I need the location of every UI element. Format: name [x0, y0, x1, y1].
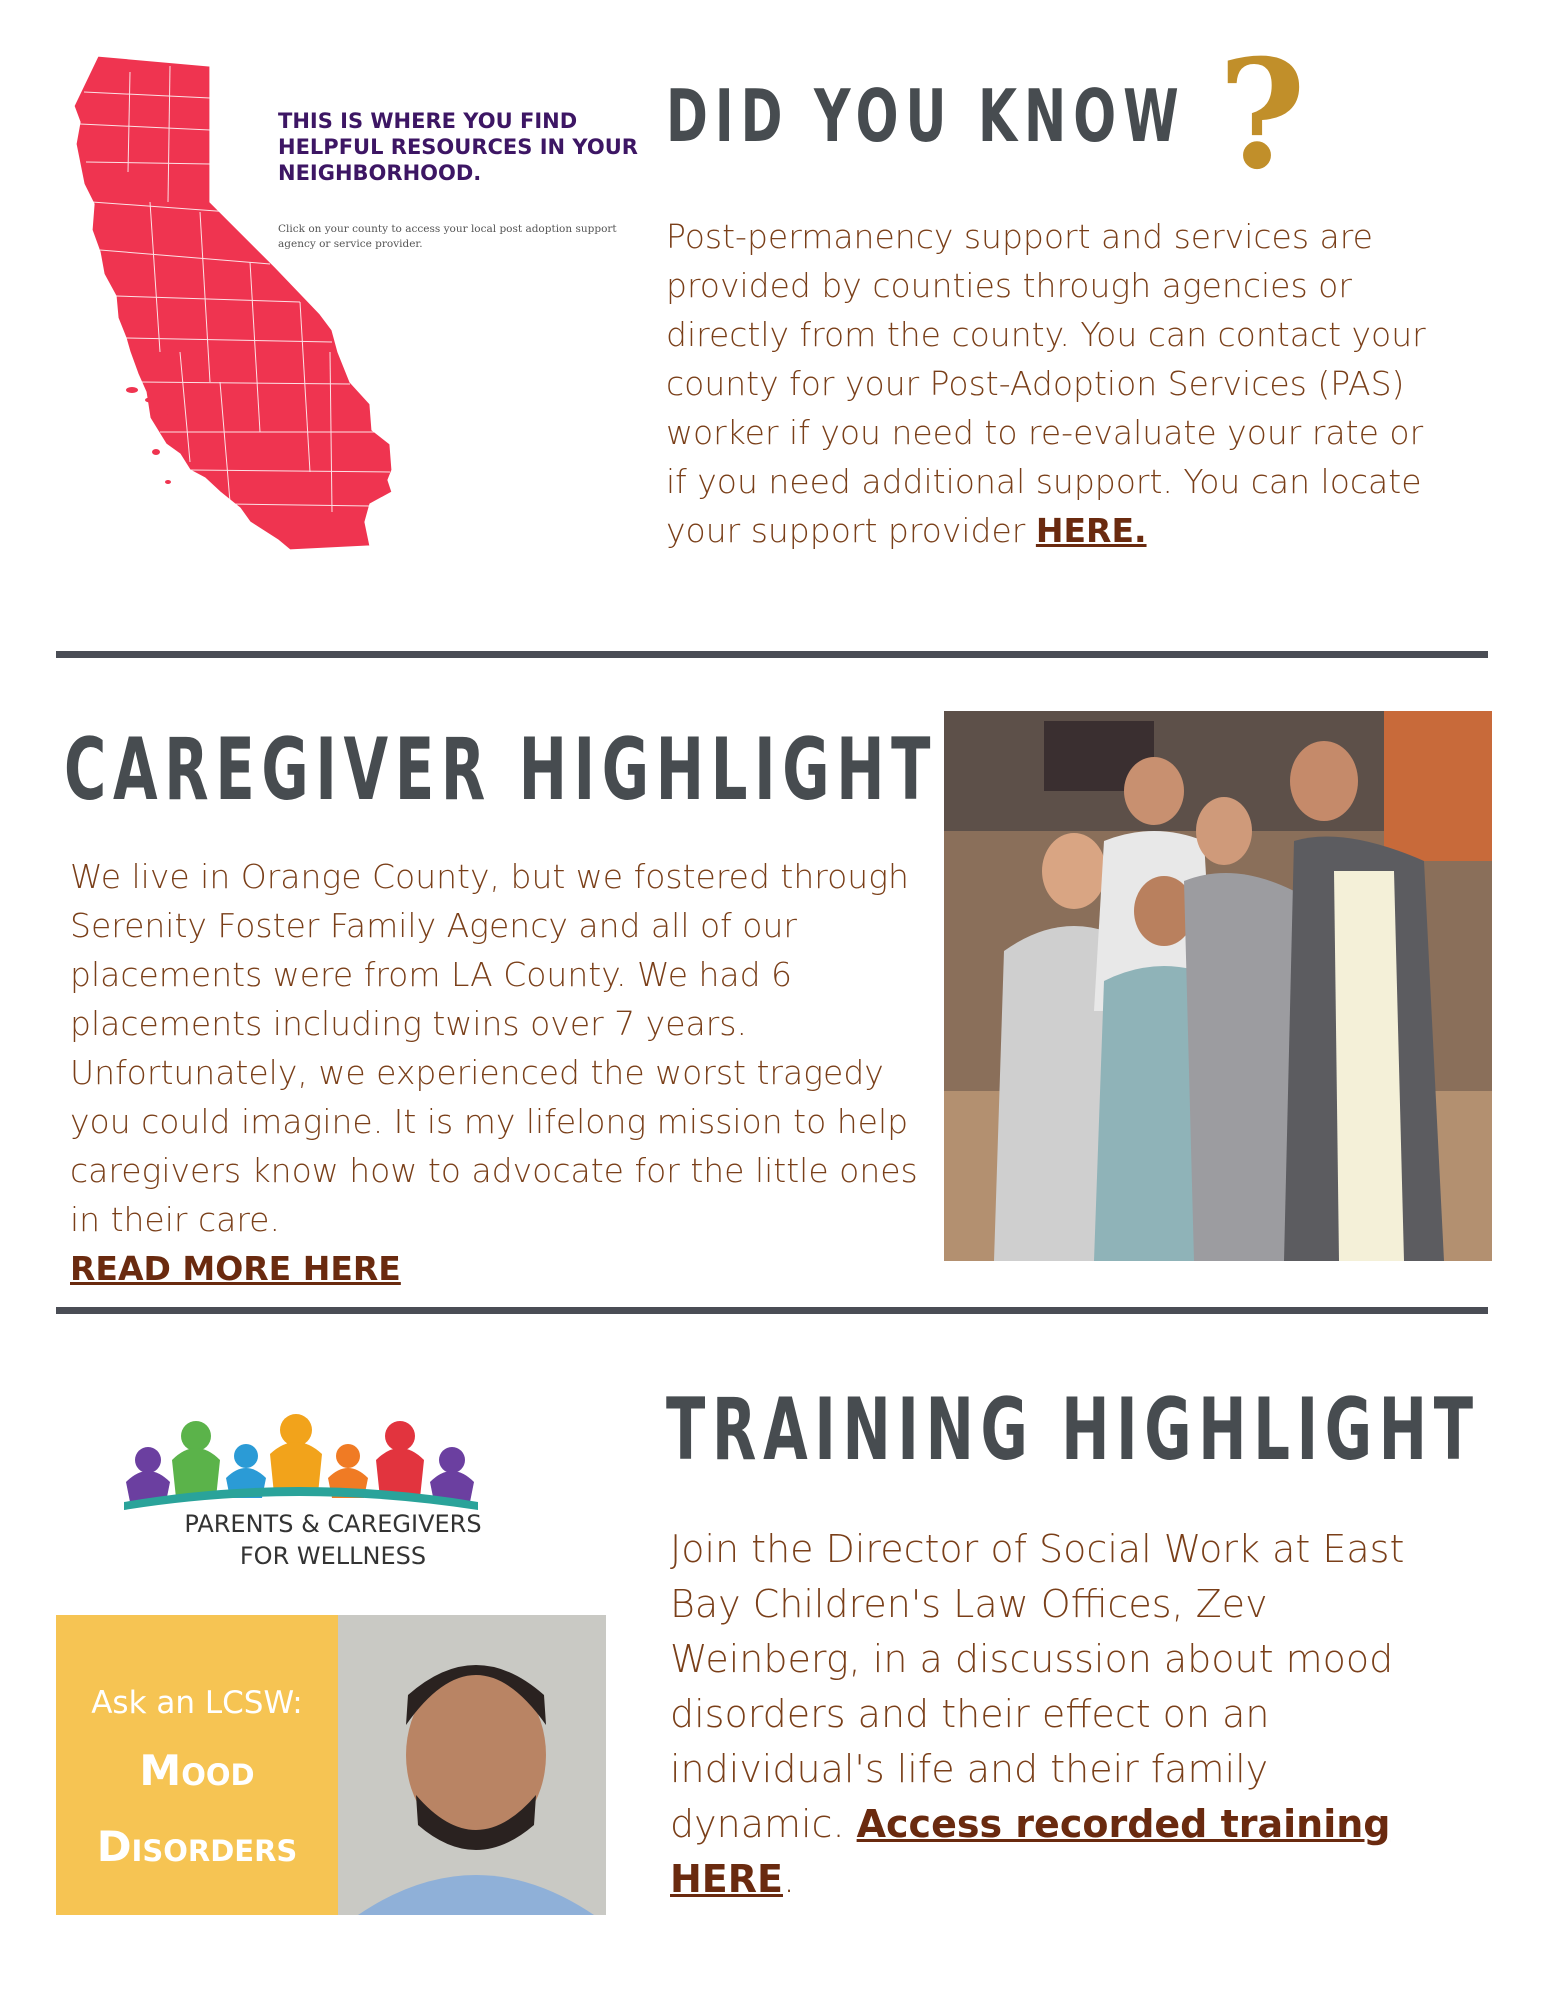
card-topic [56, 1733, 338, 1885]
map-instructions: Click on your county to access your local post adoption support agency or service provider. [278, 223, 617, 250]
section-divider-2 [56, 1307, 1488, 1314]
caregiver-highlight-title: CAREGIVER HIGHLIGHT [64, 720, 938, 820]
logo-text-line1: PARENTS & CAREGIVERS [184, 1510, 482, 1538]
training-tail: . [782, 1857, 796, 1901]
caregiver-highlight-body [70, 852, 920, 1293]
support-provider-link[interactable]: HERE. [1035, 511, 1147, 550]
read-more-link[interactable]: READ MORE HERE [70, 1249, 401, 1288]
people-arch-logo-icon [118, 1402, 548, 1512]
caregiver-story-text: We live in Orange County, but we fostered through Serenity Foster Family Agency and all of our placements were from LA County. We had 6 placements including twins over 7 years. Unfortunately, we experienced the worst tragedy you could imagine. It is my lifelong mission to help caregivers know how to advocate for the little ones in their care. [70, 857, 918, 1239]
lcsw-training-card[interactable] [56, 1615, 606, 1915]
question-mark-icon: ? [1218, 27, 1306, 203]
presenter-photo [338, 1615, 606, 1915]
parents-caregivers-wellness-logo [118, 1402, 548, 1582]
training-highlight-body [670, 1522, 1430, 1907]
recorded-training-link[interactable]: Access recorded training HERE [670, 1802, 1391, 1901]
card-topic-line1: Mood [139, 1746, 255, 1795]
training-description: Join the Director of Social Work at East Bay Children's Law Offices, Zev Weinberg, in a discussion about mood disorders and their effect on an individual's life and their family dynamic. [670, 1527, 1405, 1846]
training-highlight-title: TRAINING HIGHLIGHT [666, 1380, 1480, 1480]
card-ask-text: Ask an LCSW: [91, 1685, 303, 1721]
did-you-know-title: DID YOU KNOW [666, 74, 1186, 158]
card-yellow-panel [56, 1615, 338, 1915]
map-heading: THIS IS WHERE YOU FIND HELPFUL RESOURCES IN YOUR NEIGHBORHOOD. [278, 109, 638, 185]
did-you-know-body [666, 212, 1426, 555]
section-divider-1 [56, 651, 1488, 658]
california-county-map[interactable] [70, 52, 638, 612]
logo-text-line2: FOR WELLNESS [239, 1542, 427, 1570]
did-you-know-text: Post-permanency support and services are provided by counties through agencies or directly from the county. You can contact your county for your Post-Adoption Services (PAS) worker if you need to re-evaluate your rate or if you need additional support. You can locate your support provider [666, 217, 1426, 550]
card-topic-line2: Disorders [96, 1822, 298, 1871]
family-photo [944, 711, 1492, 1261]
